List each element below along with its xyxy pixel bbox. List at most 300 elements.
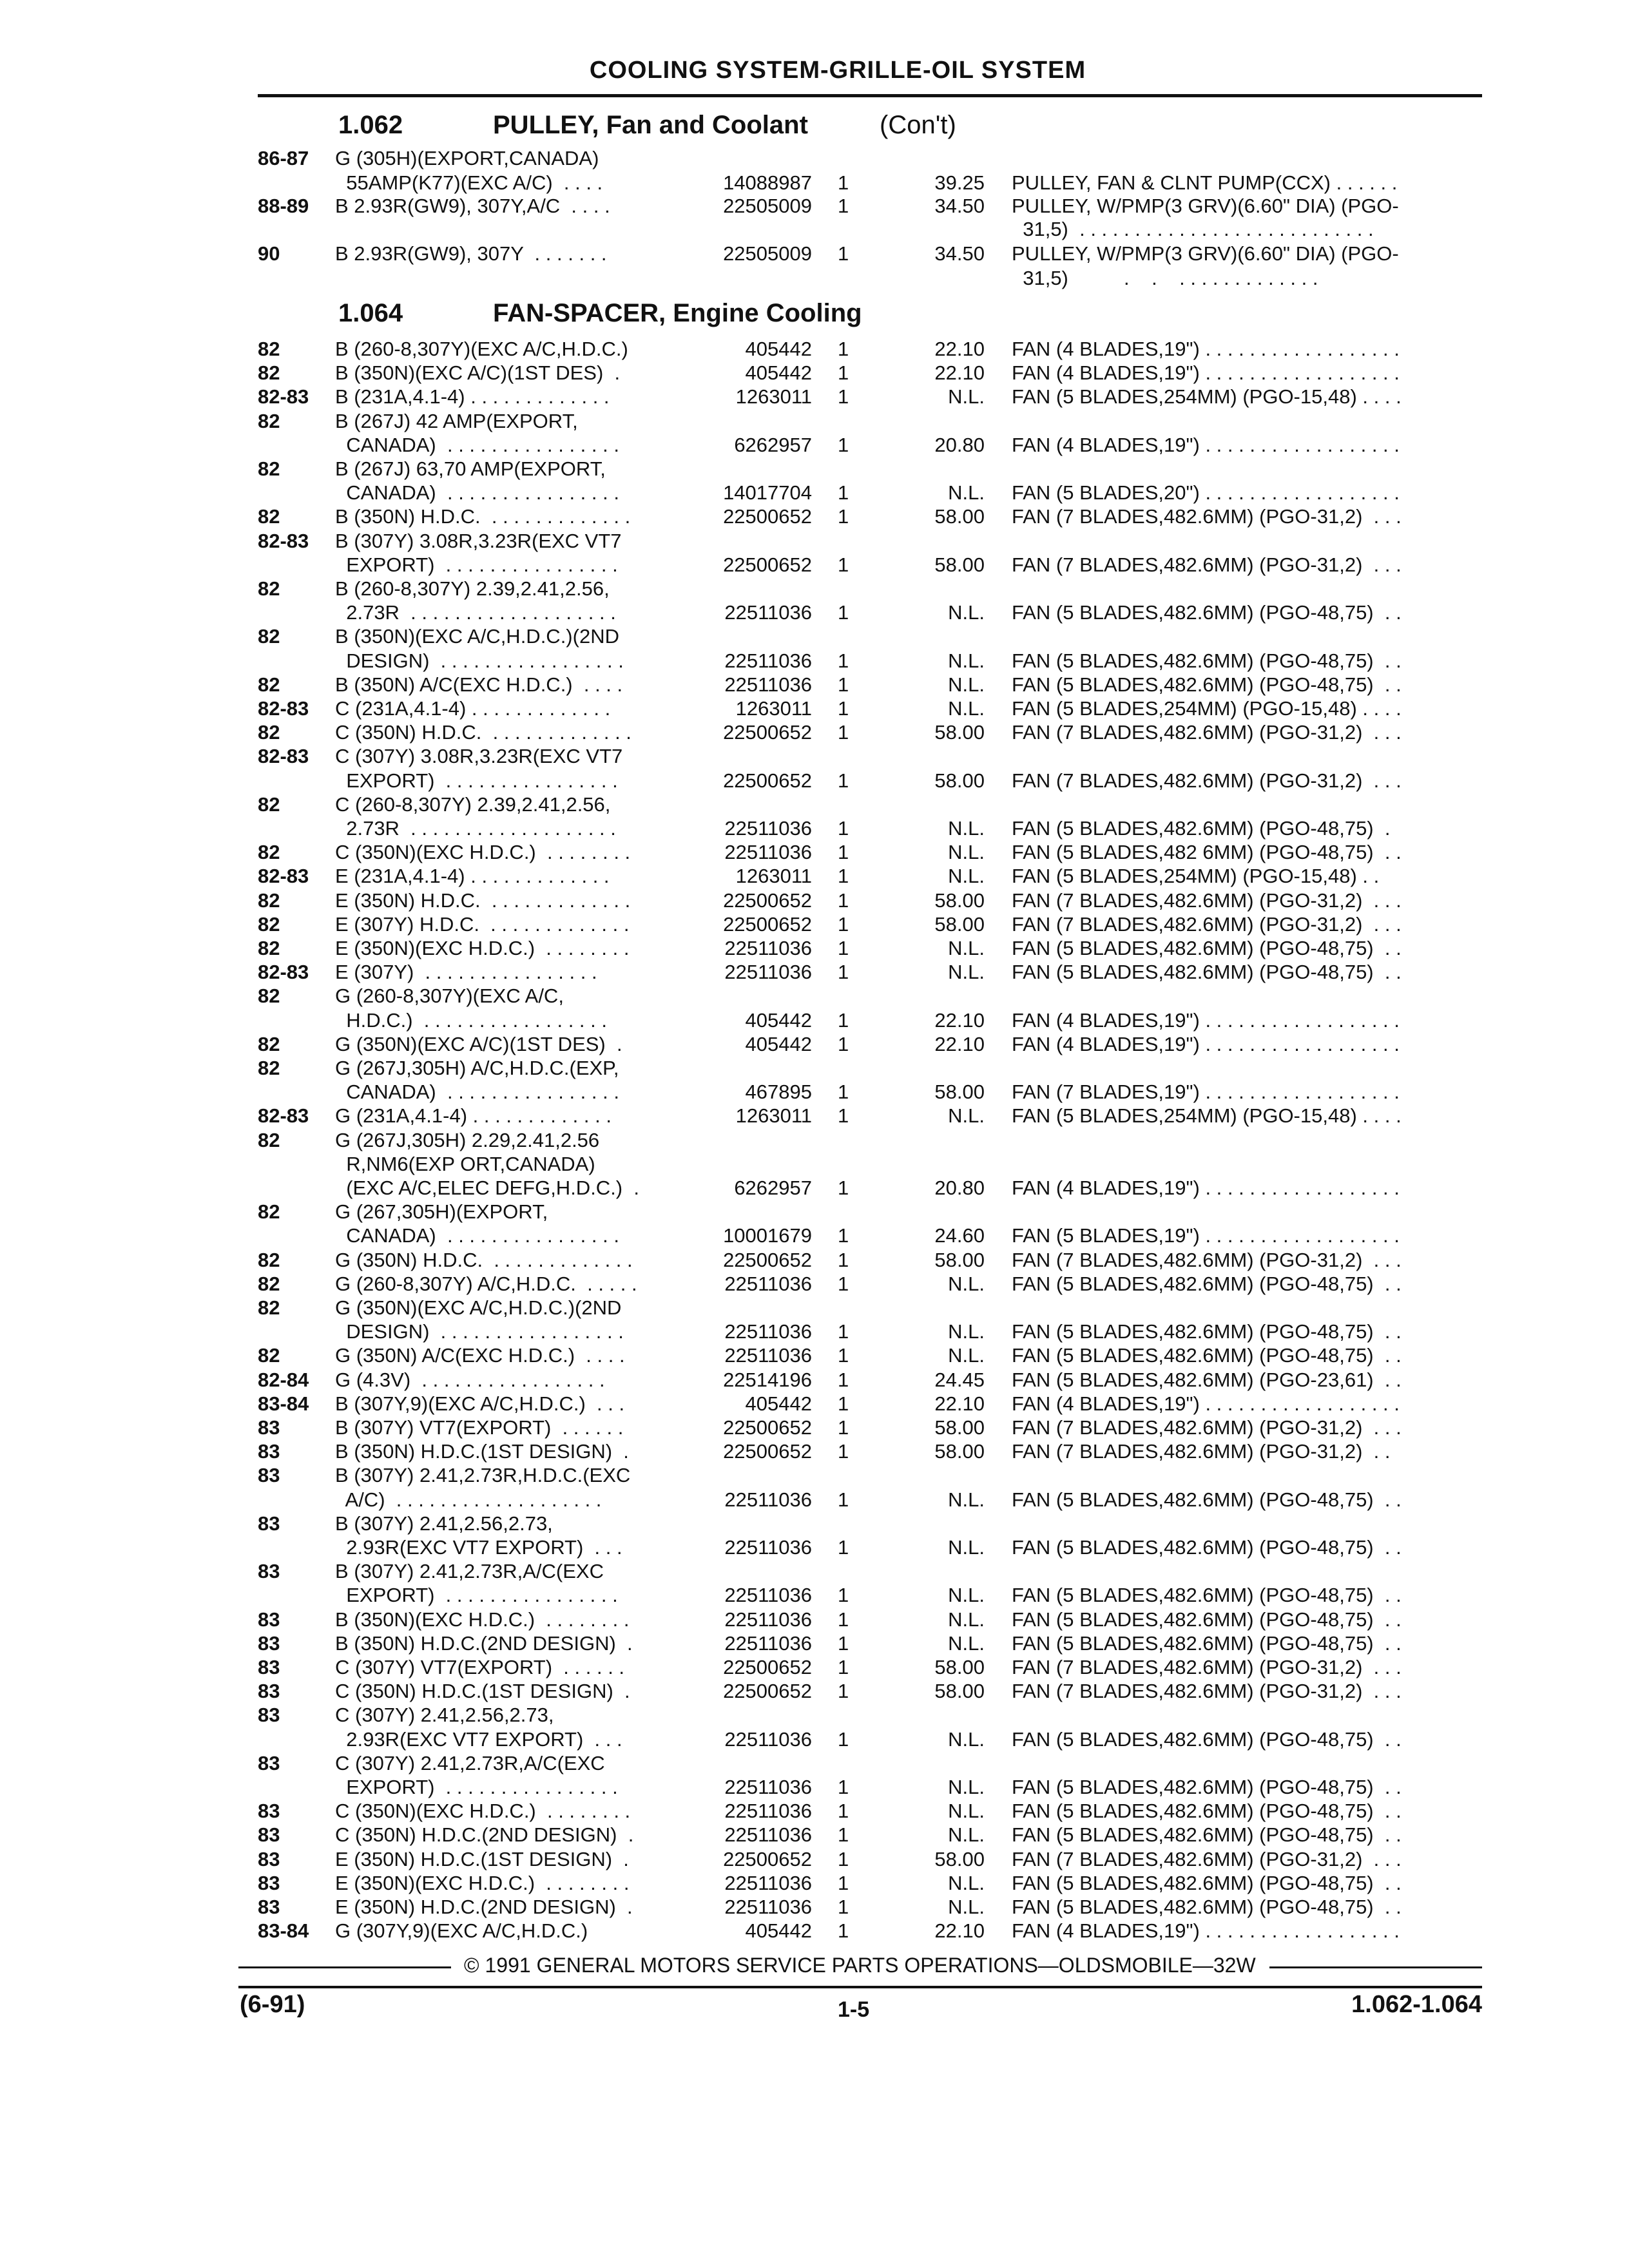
part-number: 6262957 — [734, 434, 812, 456]
application-description: 2.73R . . . . . . . . . . . . . . . . . . . — [335, 817, 616, 840]
application-description: B (260-8,307Y) 2.39,2.41,2.56, — [335, 577, 610, 600]
table-row — [0, 361, 1629, 385]
part-number: 405442 — [745, 1919, 812, 1942]
part-name: FAN (5 BLADES,482.6MM) (PGO-48,75) . . — [1012, 1728, 1402, 1751]
part-name: FAN (7 BLADES,482.6MM) (PGO-31,2) . . . — [1012, 505, 1402, 528]
model-year: 82-83 — [258, 1104, 309, 1127]
quantity: 1 — [838, 1680, 849, 1702]
price: N.L. — [948, 697, 985, 720]
price: 58.00 — [934, 1081, 985, 1103]
application-description: C (350N) H.D.C.(2ND DESIGN) . — [335, 1823, 634, 1846]
application-description: 2.93R(EXC VT7 EXPORT) . . . — [335, 1728, 622, 1751]
quantity: 1 — [838, 171, 849, 194]
price: N.L. — [948, 1608, 985, 1631]
model-year: 83 — [258, 1872, 280, 1894]
section-number: 1.062 — [338, 111, 403, 139]
part-name: FAN (5 BLADES,482.6MM) (PGO-48,75) . . — [1012, 937, 1402, 959]
quantity: 1 — [838, 1104, 849, 1127]
model-year: 82 — [258, 1200, 280, 1223]
application-description: E (350N) H.D.C.(2ND DESIGN) . — [335, 1896, 633, 1918]
quantity: 1 — [838, 1416, 849, 1439]
application-description: EXPORT) . . . . . . . . . . . . . . . . — [335, 1584, 618, 1606]
model-year: 82 — [258, 577, 280, 600]
model-year: 82-83 — [258, 865, 309, 887]
application-description: C (307Y) 3.08R,3.23R(EXC VT7 — [335, 745, 623, 767]
application-description: B 2.93R(GW9), 307Y,A/C . . . . — [335, 195, 610, 217]
part-name: FAN (7 BLADES,482.6MM) (PGO-31,2) . . . — [1012, 1680, 1402, 1702]
price: 58.00 — [934, 1656, 985, 1678]
application-description: DESIGN) . . . . . . . . . . . . . . . . . — [335, 1320, 624, 1343]
application-description: B (350N)(EXC A/C)(1ST DES) . — [335, 361, 621, 384]
application-description: G (231A,4.1-4) . . . . . . . . . . . . . — [335, 1104, 612, 1127]
table-row — [0, 171, 1629, 195]
price: 58.00 — [934, 1416, 985, 1439]
part-name: FAN (4 BLADES,19") . . . . . . . . . . . . . . . . . . — [1012, 1033, 1400, 1055]
model-year: 82 — [258, 361, 280, 384]
part-name: FAN (4 BLADES,19") . . . . . . . . . . . . . . . . . . — [1012, 1919, 1400, 1942]
table-row — [0, 147, 1629, 170]
table-row — [0, 385, 1629, 408]
quantity: 1 — [838, 1488, 849, 1511]
model-year: 83 — [258, 1800, 280, 1822]
quantity: 1 — [838, 1224, 849, 1247]
part-name: FAN (4 BLADES,19") . . . . . . . . . . . . . . . . . . — [1012, 1177, 1400, 1199]
application-description: B (350N)(EXC A/C,H.D.C.)(2ND — [335, 625, 619, 648]
table-row — [0, 1129, 1629, 1152]
part-number: 22511036 — [724, 961, 812, 983]
application-description: 55AMP(K77)(EXC A/C) . . . . — [335, 171, 603, 194]
quantity: 1 — [838, 1896, 849, 1918]
price: 22.10 — [934, 338, 985, 360]
table-row — [0, 721, 1629, 744]
quantity: 1 — [838, 1800, 849, 1822]
part-name: FAN (4 BLADES,19") . . . . . . . . . . . . . . . . . . — [1012, 1009, 1400, 1032]
price: N.L. — [948, 937, 985, 959]
application-description: B (350N) H.D.C.(1ST DESIGN) . — [335, 1440, 629, 1463]
price: N.L. — [948, 841, 985, 863]
table-row — [0, 1512, 1629, 1535]
model-year: 82 — [258, 625, 280, 648]
table-row — [0, 1273, 1629, 1296]
part-name: FAN (5 BLADES,482.6MM) (PGO-48,75) . . — [1012, 961, 1402, 983]
application-description: CANADA) . . . . . . . . . . . . . . . . — [335, 1224, 619, 1247]
part-name: FAN (5 BLADES,482.6MM) (PGO-48,75) . . — [1012, 1800, 1402, 1822]
price: N.L. — [948, 961, 985, 983]
table-row — [0, 505, 1629, 528]
part-name: FAN (4 BLADES,19") . . . . . . . . . . . . . . . . . . — [1012, 338, 1400, 360]
part-name: FAN (5 BLADES,482.6MM) (PGO-48,75) . . — [1012, 1536, 1402, 1559]
price: 58.00 — [934, 721, 985, 744]
part-number: 405442 — [745, 1033, 812, 1055]
quantity: 1 — [838, 961, 849, 983]
application-description: G (350N)(EXC A/C)(1ST DES) . — [335, 1033, 622, 1055]
part-number: 405442 — [745, 1392, 812, 1415]
part-name: FAN (7 BLADES,482.6MM) (PGO-31,2) . . . — [1012, 1848, 1402, 1870]
part-number: 22511036 — [724, 841, 812, 863]
table-row — [0, 577, 1629, 601]
application-description: G (260-8,307Y)(EXC A/C, — [335, 985, 564, 1007]
table-row — [0, 1081, 1629, 1104]
section-continued: (Con't) — [880, 111, 956, 139]
model-year: 82 — [258, 1249, 280, 1271]
application-description: A/C) . . . . . . . . . . . . . . . . . . . — [335, 1488, 602, 1511]
part-number: 22511036 — [724, 937, 812, 959]
table-row — [0, 1680, 1629, 1703]
part-number: 6262957 — [734, 1177, 812, 1199]
price: N.L. — [948, 1823, 985, 1846]
model-year: 82 — [258, 721, 280, 744]
price: 58.00 — [934, 889, 985, 912]
model-year: 82 — [258, 937, 280, 959]
part-number: 22505009 — [723, 195, 812, 217]
section-heading — [338, 299, 1305, 330]
application-description: B (350N)(EXC H.D.C.) . . . . . . . . — [335, 1608, 630, 1631]
quantity: 1 — [838, 553, 849, 576]
table-row — [0, 1344, 1629, 1367]
table-row — [0, 985, 1629, 1008]
price: 34.50 — [934, 195, 985, 217]
price: N.L. — [948, 481, 985, 504]
part-number: 467895 — [745, 1081, 812, 1103]
table-row — [0, 1896, 1629, 1919]
table-row — [0, 1872, 1629, 1895]
application-description: B (350N) H.D.C. . . . . . . . . . . . . . — [335, 505, 631, 528]
price: 58.00 — [934, 1680, 985, 1702]
table-row — [0, 1560, 1629, 1583]
quantity: 1 — [838, 1081, 849, 1103]
part-name: FAN (7 BLADES,482.6MM) (PGO-31,2) . . — [1012, 1440, 1391, 1463]
application-description: B (260-8,307Y)(EXC A/C,H.D.C.) — [335, 338, 628, 360]
part-name: FAN (7 BLADES,482.6MM) (PGO-31,2) . . . — [1012, 1656, 1402, 1678]
application-description: C (350N)(EXC H.D.C.) . . . . . . . . — [335, 841, 631, 863]
quantity: 1 — [838, 1249, 849, 1271]
quantity: 1 — [838, 913, 849, 936]
price: N.L. — [948, 865, 985, 887]
price: N.L. — [948, 601, 985, 624]
model-year: 82-83 — [258, 745, 309, 767]
application-description: B (307Y) VT7(EXPORT) . . . . . . — [335, 1416, 624, 1439]
footer-bottom-rule — [238, 1986, 1482, 1988]
table-row — [0, 1249, 1629, 1272]
model-year: 82 — [258, 913, 280, 936]
application-description: E (350N)(EXC H.D.C.) . . . . . . . . — [335, 937, 630, 959]
model-year: 83-84 — [258, 1919, 309, 1942]
part-name: FAN (5 BLADES,482.6MM) (PGO-48,75) . . — [1012, 601, 1402, 624]
quantity: 1 — [838, 385, 849, 408]
table-row — [0, 769, 1629, 793]
part-number: 22500652 — [723, 721, 812, 744]
part-number: 22500652 — [723, 505, 812, 528]
quantity: 1 — [838, 1369, 849, 1391]
quantity: 1 — [838, 937, 849, 959]
model-year: 83 — [258, 1632, 280, 1655]
title-rule — [258, 94, 1482, 97]
table-row — [0, 1416, 1629, 1439]
part-name: FAN (5 BLADES,254MM) (PGO-15,48) . . . . — [1012, 385, 1402, 408]
part-number: 22511036 — [724, 1608, 812, 1631]
application-description: 2.73R . . . . . . . . . . . . . . . . . . . — [335, 601, 616, 624]
quantity: 1 — [838, 649, 849, 672]
quantity: 1 — [838, 1872, 849, 1894]
price: 58.00 — [934, 553, 985, 576]
price: N.L. — [948, 1273, 985, 1295]
part-number: 22511036 — [724, 601, 812, 624]
application-description: C (350N)(EXC H.D.C.) . . . . . . . . — [335, 1800, 631, 1822]
quantity: 1 — [838, 697, 849, 720]
application-description: B (267J) 42 AMP(EXPORT, — [335, 410, 578, 432]
model-year: 82-83 — [258, 961, 309, 983]
application-description: EXPORT) . . . . . . . . . . . . . . . . — [335, 769, 618, 792]
part-number: 22511036 — [724, 1823, 812, 1846]
table-row — [0, 1224, 1629, 1247]
table-row — [0, 1464, 1629, 1487]
part-number: 22500652 — [723, 1440, 812, 1463]
quantity: 1 — [838, 1656, 849, 1678]
price: N.L. — [948, 1320, 985, 1343]
table-row — [0, 841, 1629, 864]
quantity: 1 — [838, 1776, 849, 1798]
table-row — [0, 1392, 1629, 1416]
price: 58.00 — [934, 1848, 985, 1870]
application-description: C (307Y) VT7(EXPORT) . . . . . . — [335, 1656, 625, 1678]
table-row — [0, 601, 1629, 624]
part-name: FAN (7 BLADES,482.6MM) (PGO-31,2) . . . — [1012, 889, 1402, 912]
table-row — [0, 1800, 1629, 1823]
application-description: EXPORT) . . . . . . . . . . . . . . . . — [335, 1776, 618, 1798]
part-name: FAN (5 BLADES,20") . . . . . . . . . . . . . . . . . . — [1012, 481, 1400, 504]
table-row — [0, 1369, 1629, 1392]
application-description: C (307Y) 2.41,2.56,2.73, — [335, 1704, 554, 1726]
application-description: G (267J,305H) 2.29,2.41,2.56 — [335, 1129, 600, 1151]
application-description: G (4.3V) . . . . . . . . . . . . . . . . . — [335, 1369, 605, 1391]
part-number: 1263011 — [735, 697, 812, 720]
part-number: 22511036 — [724, 1800, 812, 1822]
table-row — [0, 1057, 1629, 1080]
quantity: 1 — [838, 1273, 849, 1295]
part-number: 22511036 — [724, 1320, 812, 1343]
part-number: 22511036 — [724, 1488, 812, 1511]
quantity: 1 — [838, 361, 849, 384]
quantity: 1 — [838, 1919, 849, 1942]
quantity: 1 — [838, 841, 849, 863]
part-number: 22500652 — [723, 889, 812, 912]
quantity: 1 — [838, 1608, 849, 1631]
quantity: 1 — [838, 242, 849, 265]
table-row — [0, 673, 1629, 697]
footer-copyright: © 1991 GENERAL MOTORS SERVICE PARTS OPERATIONS—OLDSMOBILE—32W — [464, 1954, 1256, 1977]
table-row — [0, 1009, 1629, 1032]
part-name: FAN (4 BLADES,19") . . . . . . . . . . . . . . . . . . — [1012, 361, 1400, 384]
quantity: 1 — [838, 601, 849, 624]
model-year: 83 — [258, 1848, 280, 1870]
application-description: G (350N) A/C(EXC H.D.C.) . . . . — [335, 1344, 625, 1367]
part-name: FAN (5 BLADES,482.6MM) (PGO-48,75) . . — [1012, 1823, 1402, 1846]
application-description: B (307Y,9)(EXC A/C,H.D.C.) . . . — [335, 1392, 625, 1415]
part-number: 405442 — [745, 338, 812, 360]
part-name: FAN (7 BLADES,482.6MM) (PGO-31,2) . . . — [1012, 721, 1402, 744]
table-row — [0, 1033, 1629, 1056]
application-description: B (350N) H.D.C.(2ND DESIGN) . — [335, 1632, 633, 1655]
application-description: G (307Y,9)(EXC A/C,H.D.C.) — [335, 1919, 588, 1942]
part-name: FAN (7 BLADES,482.6MM) (PGO-31,2) . . . — [1012, 1249, 1402, 1271]
part-number: 22511036 — [724, 1776, 812, 1798]
model-year: 82 — [258, 457, 280, 480]
section-number: 1.064 — [338, 299, 403, 327]
footer-rule-right — [1269, 1966, 1482, 1968]
quantity: 1 — [838, 769, 849, 792]
table-row — [0, 1440, 1629, 1463]
price: N.L. — [948, 1800, 985, 1822]
table-row — [0, 267, 1629, 290]
part-number: 1263011 — [735, 1104, 812, 1127]
quantity: 1 — [838, 865, 849, 887]
part-number: 22500652 — [723, 1656, 812, 1678]
part-name: FAN (5 BLADES,482 6MM) (PGO-48,75) . . — [1012, 841, 1402, 863]
part-name: FAN (5 BLADES,482.6MM) (PGO-48,75) . . — [1012, 673, 1402, 696]
price: 58.00 — [934, 1249, 985, 1271]
table-row — [0, 1848, 1629, 1871]
table-row — [0, 1584, 1629, 1607]
part-number: 22500652 — [723, 1680, 812, 1702]
table-row — [0, 1704, 1629, 1727]
price: N.L. — [948, 385, 985, 408]
price: N.L. — [948, 1536, 985, 1559]
price: N.L. — [948, 1728, 985, 1751]
application-description: G (260-8,307Y) A/C,H.D.C. . . . . . — [335, 1273, 637, 1295]
table-row — [0, 889, 1629, 912]
application-description: B (267J) 63,70 AMP(EXPORT, — [335, 457, 606, 480]
table-row — [0, 1752, 1629, 1775]
table-row — [0, 649, 1629, 673]
part-name: FAN (5 BLADES,19") . . . . . . . . . . . . . . . . . . — [1012, 1224, 1400, 1247]
model-year: 83 — [258, 1464, 280, 1486]
quantity: 1 — [838, 1392, 849, 1415]
model-year: 82 — [258, 1344, 280, 1367]
table-row — [0, 1656, 1629, 1679]
part-name: FAN (5 BLADES,482.6MM) (PGO-48,75) . . — [1012, 1488, 1402, 1511]
quantity: 1 — [838, 338, 849, 360]
part-name: 31,5) . . . . . . . . . . . . . . . . . . . . . . . . . . . — [1012, 218, 1374, 240]
quantity: 1 — [838, 817, 849, 840]
footer-date-code: (6-91) — [240, 1991, 305, 2018]
application-description: C (231A,4.1-4) . . . . . . . . . . . . . — [335, 697, 611, 720]
part-name: FAN (4 BLADES,19") . . . . . . . . . . . . . . . . . . — [1012, 1392, 1400, 1415]
price: N.L. — [948, 1104, 985, 1127]
application-description: E (307Y) H.D.C. . . . . . . . . . . . . . — [335, 913, 630, 936]
part-name: 31,5) . . . . . . . . . . . . . . . — [1012, 267, 1318, 289]
price: N.L. — [948, 817, 985, 840]
price: 58.00 — [934, 505, 985, 528]
part-number: 405442 — [745, 361, 812, 384]
part-number: 10001679 — [723, 1224, 812, 1247]
part-number: 22500652 — [723, 913, 812, 936]
part-number: 14088987 — [723, 171, 812, 194]
model-year: 88-89 — [258, 195, 309, 217]
price: 24.45 — [934, 1369, 985, 1391]
quantity: 1 — [838, 1823, 849, 1846]
quantity: 1 — [838, 1728, 849, 1751]
part-number: 22500652 — [723, 769, 812, 792]
part-name: FAN (5 BLADES,482.6MM) (PGO-48,75) . . — [1012, 1608, 1402, 1631]
part-number: 22511036 — [724, 1344, 812, 1367]
footer-page-number: 1-5 — [838, 1997, 870, 2022]
part-number: 22500652 — [723, 1848, 812, 1870]
price: 24.60 — [934, 1224, 985, 1247]
part-name: FAN (5 BLADES,482.6MM) (PGO-48,75) . . — [1012, 1273, 1402, 1295]
application-description: DESIGN) . . . . . . . . . . . . . . . . . — [335, 649, 624, 672]
table-row — [0, 625, 1629, 648]
quantity: 1 — [838, 1009, 849, 1032]
table-row — [0, 481, 1629, 505]
part-number: 22511036 — [724, 649, 812, 672]
part-number: 22511036 — [724, 1896, 812, 1918]
quantity: 1 — [838, 1440, 849, 1463]
footer-section-range: 1.062-1.064 — [1351, 1991, 1482, 2018]
quantity: 1 — [838, 1033, 849, 1055]
application-description: CANADA) . . . . . . . . . . . . . . . . — [335, 481, 619, 504]
quantity: 1 — [838, 195, 849, 217]
part-name: FAN (7 BLADES,482.6MM) (PGO-31,2) . . . — [1012, 553, 1402, 576]
quantity: 1 — [838, 505, 849, 528]
application-description: 2.93R(EXC VT7 EXPORT) . . . — [335, 1536, 622, 1559]
table-row — [0, 1823, 1629, 1847]
part-number: 22511036 — [724, 1584, 812, 1606]
section-name: FAN-SPACER, Engine Cooling — [493, 299, 862, 327]
model-year: 90 — [258, 242, 280, 265]
application-description: B (307Y) 2.41,2.73R,H.D.C.(EXC — [335, 1464, 631, 1486]
model-year: 83 — [258, 1823, 280, 1846]
part-name: FAN (7 BLADES,19") . . . . . . . . . . . . . . . . . . — [1012, 1081, 1400, 1103]
table-row — [0, 1296, 1629, 1320]
application-description: B (350N) A/C(EXC H.D.C.) . . . . — [335, 673, 623, 696]
table-row — [0, 553, 1629, 577]
part-name: FAN (7 BLADES,482.6MM) (PGO-31,2) . . . — [1012, 1416, 1402, 1439]
table-row — [0, 913, 1629, 936]
part-number: 22511036 — [724, 817, 812, 840]
application-description: B (307Y) 2.41,2.56,2.73, — [335, 1512, 553, 1535]
table-row — [0, 745, 1629, 768]
quantity: 1 — [838, 1177, 849, 1199]
price: 34.50 — [934, 242, 985, 265]
table-row — [0, 457, 1629, 481]
table-row — [0, 1153, 1629, 1176]
page-title: COOLING SYSTEM-GRILLE-OIL SYSTEM — [589, 57, 1086, 84]
application-description: B (231A,4.1-4) . . . . . . . . . . . . . — [335, 385, 610, 408]
table-row — [0, 1536, 1629, 1559]
model-year: 86-87 — [258, 147, 309, 169]
model-year: 82 — [258, 1129, 280, 1151]
model-year: 83 — [258, 1752, 280, 1774]
table-row — [0, 1104, 1629, 1128]
price: 22.10 — [934, 1009, 985, 1032]
quantity: 1 — [838, 1848, 849, 1870]
part-name: FAN (5 BLADES,482.6MM) (PGO-48,75) . . — [1012, 1632, 1402, 1655]
part-number: 22511036 — [724, 673, 812, 696]
application-description: E (350N)(EXC H.D.C.) . . . . . . . . — [335, 1872, 630, 1894]
application-description: EXPORT) . . . . . . . . . . . . . . . . — [335, 553, 618, 576]
table-row — [0, 218, 1629, 241]
quantity: 1 — [838, 1320, 849, 1343]
model-year: 83 — [258, 1560, 280, 1582]
table-row — [0, 1608, 1629, 1631]
table-row — [0, 697, 1629, 720]
price: 20.80 — [934, 1177, 985, 1199]
part-name: FAN (7 BLADES,482.6MM) (PGO-31,2) . . . — [1012, 769, 1402, 792]
table-row — [0, 242, 1629, 265]
part-number: 22511036 — [724, 1728, 812, 1751]
quantity: 1 — [838, 889, 849, 912]
model-year: 83 — [258, 1608, 280, 1631]
